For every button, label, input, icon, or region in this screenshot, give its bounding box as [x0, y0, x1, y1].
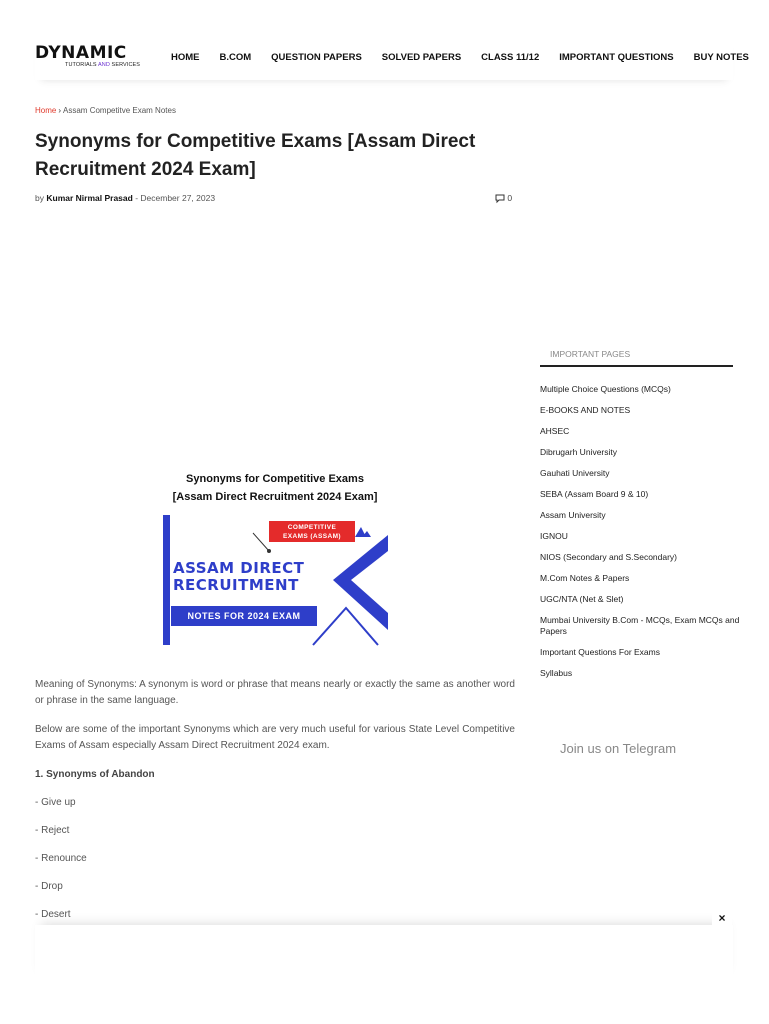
logo-tagline: [65, 62, 145, 68]
list-item: - Drop: [35, 881, 63, 892]
image-headline-line2: RECRUITMENT: [173, 576, 299, 594]
feature-caption-line2: [Assam Direct Recruitment 2024 Exam]: [172, 491, 378, 503]
nav-home[interactable]: HOME: [171, 52, 200, 63]
nav-class-11-12[interactable]: CLASS 11/12: [481, 52, 540, 63]
feature-caption: [35, 470, 515, 506]
sidebar-links: [540, 384, 740, 689]
site-header: [35, 36, 749, 80]
image-badge: [269, 521, 355, 542]
sidebar-item-seba[interactable]: SEBA (Assam Board 9 & 10): [540, 489, 649, 499]
ad-close-button[interactable]: ×: [712, 908, 732, 928]
post-date: December 27, 2023: [140, 193, 216, 203]
sidebar-item-syllabus[interactable]: Syllabus: [540, 668, 573, 678]
main-nav: [171, 52, 769, 63]
breadcrumb-separator: ›: [58, 106, 62, 115]
sidebar-item-assam-university[interactable]: Assam University: [540, 510, 606, 520]
comment-icon: [495, 194, 505, 203]
nav-solved-papers[interactable]: SOLVED PAPERS: [381, 52, 462, 63]
logo-text: DYNAMIC: [35, 43, 127, 63]
paragraph-intro: Below are some of the important Synonyms which are very much useful for various State Level Competitive Exams of Assam especially Assam Direct Recruitment 2024 exam.: [35, 724, 515, 751]
badge-line1: COMPETITIVE: [287, 524, 337, 531]
article-title: Synonyms for Competitive Exams [Assam Direct Recruitment 2024 Exam]: [35, 131, 476, 180]
nav-question-papers[interactable]: QUESTION PAPERS: [271, 52, 362, 63]
sidebar-item-gauhati[interactable]: Gauhati University: [540, 468, 610, 478]
list-item: - Renounce: [35, 853, 87, 864]
sidebar-item-mcqs[interactable]: Multiple Choice Questions (MCQs): [540, 384, 671, 394]
nav-bcom[interactable]: B.COM: [219, 52, 252, 63]
comment-count-value: 0: [507, 193, 513, 203]
sidebar-item-ignou[interactable]: IGNOU: [540, 531, 568, 541]
logo-tagline-post: SERVICES: [109, 62, 141, 68]
meta-by: by: [35, 193, 44, 203]
sidebar-item-dibrugarh[interactable]: Dibrugarh University: [540, 447, 617, 457]
site-logo[interactable]: [35, 44, 145, 68]
image-headline-line1: ASSAM DIRECT: [173, 559, 305, 577]
sidebar-item-ebooks[interactable]: E-BOOKS AND NOTES: [540, 405, 631, 415]
sidebar-item-mumbai[interactable]: Mumbai University B.Com - MCQs, Exam MCQs and Papers: [540, 615, 740, 636]
image-notes-bar: NOTES FOR 2024 EXAM: [171, 606, 317, 626]
sidebar-item-nios[interactable]: NIOS (Secondary and S.Secondary): [540, 552, 678, 562]
comment-count[interactable]: [495, 193, 512, 203]
sidebar-item-important-questions[interactable]: Important Questions For Exams: [540, 647, 660, 657]
paragraph-meaning: Meaning of Synonyms: A synonym is word or phrase that means nearly or exactly the same as another word or phrase in the same language.: [35, 679, 515, 706]
list-item: - Desert: [35, 909, 71, 920]
telegram-link[interactable]: Join us on Telegram: [560, 741, 677, 756]
breadcrumb-home[interactable]: Home: [35, 106, 57, 115]
article-meta: [35, 193, 215, 203]
sidebar-heading: IMPORTANT PAGES: [540, 349, 733, 367]
sidebar-item-ahsec[interactable]: AHSEC: [540, 426, 570, 436]
meta-dash: -: [135, 193, 139, 203]
logo-tagline-pre: TUTORIALS: [65, 62, 98, 68]
nav-important-questions[interactable]: IMPORTANT QUESTIONS: [559, 52, 674, 63]
bottom-ad-bar: [35, 925, 733, 985]
list-item: - Give up: [35, 797, 76, 808]
sidebar-item-ugc-nta[interactable]: UGC/NTA (Net & Slet): [540, 594, 624, 604]
author-link[interactable]: Kumar Nirmal Prasad: [46, 193, 133, 203]
sidebar-item-mcom[interactable]: M.Com Notes & Papers: [540, 573, 630, 583]
breadcrumb: [35, 106, 176, 115]
breadcrumb-current[interactable]: Assam Competitve Exam Notes: [63, 106, 176, 115]
header-inner: [35, 36, 749, 80]
badge-line2: EXAMS (ASSAM): [283, 533, 341, 540]
section-heading: 1. Synonyms of Abandon: [35, 769, 155, 780]
list-item: - Reject: [35, 825, 70, 836]
logo-tagline-and: AND: [98, 62, 110, 68]
featured-image: [163, 515, 388, 645]
nav-buy-notes[interactable]: BUY NOTES: [693, 52, 749, 63]
feature-caption-line1: Synonyms for Competitive Exams: [186, 473, 364, 485]
